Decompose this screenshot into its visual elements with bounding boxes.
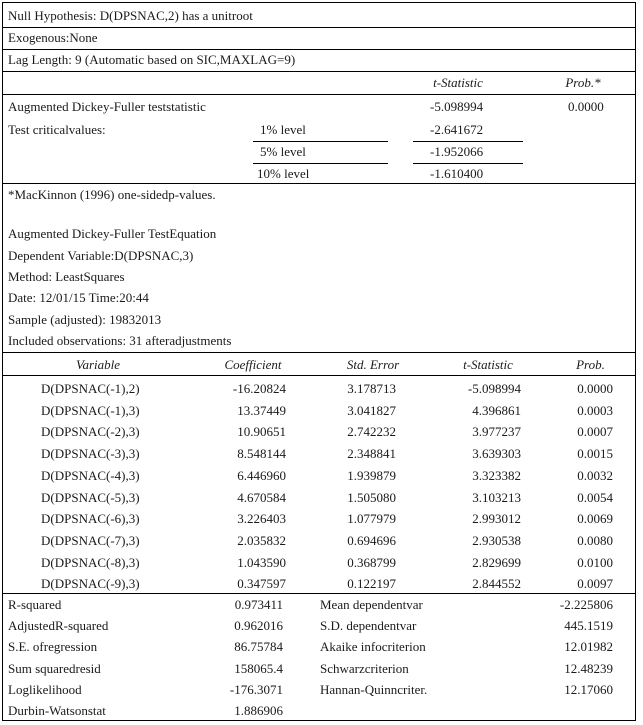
divider	[3, 183, 635, 184]
cell-var: D(DPSNAC(-1),3)	[41, 402, 140, 418]
cell-prob: 0.0007	[577, 424, 613, 440]
stat-value: -2.225806	[559, 597, 613, 612]
cell-tstat: 2.844552	[472, 576, 521, 592]
cell-prob: 0.0000	[577, 381, 613, 396]
cell-var: D(DPSNAC(-9),3)	[41, 576, 140, 592]
cell-tstat: 3.103213	[472, 489, 521, 505]
sample: Sample (adjusted): 19832013	[8, 312, 162, 327]
cell-var: D(DPSNAC(-3),3)	[41, 446, 140, 462]
cell-stderr: 2.348841	[347, 446, 396, 462]
crit-level-2: 5% level	[260, 144, 306, 159]
stat-label: Hannan-Quinncriter.	[320, 681, 428, 697]
stat-value: 445.1519	[564, 618, 613, 634]
cell-coef: 4.670584	[237, 489, 286, 505]
cell-tstat: 2.829699	[472, 554, 521, 570]
stat-value: 12.17060	[564, 681, 613, 697]
crit-level-1: 1% level	[260, 122, 306, 137]
eviews-output-table	[2, 2, 636, 721]
cell-stderr: 2.742232	[347, 424, 396, 440]
divider	[3, 49, 635, 50]
cell-prob: 0.0069	[577, 511, 613, 527]
divider	[253, 163, 388, 164]
stat-label: AdjustedR-squared	[8, 618, 109, 634]
divider	[3, 27, 635, 28]
divider	[3, 94, 635, 95]
cell-stderr: 0.694696	[347, 532, 396, 548]
cell-coef: 2.035832	[237, 532, 286, 548]
lag-length: Lag Length: 9 (Automatic based on SIC,MAXLAG=9)	[8, 52, 296, 67]
stat-label: S.E. ofregression	[8, 639, 98, 655]
stat-value: 12.48239	[564, 660, 613, 676]
method: Method: LeastSquares	[8, 269, 125, 284]
cell-stderr: 1.939879	[347, 467, 396, 483]
divider	[413, 141, 523, 142]
date-time: Date: 12/01/15 Time:20:44	[8, 290, 149, 305]
null-hypothesis: Null Hypothesis: D(DPSNAC,2) has a unitroot	[8, 8, 253, 23]
stat-value: 12.01982	[564, 639, 613, 655]
cell-tstat: 2.930538	[472, 532, 521, 548]
cell-coef: 1.043590	[237, 554, 286, 570]
cell-var: D(DPSNAC(-1),2)	[41, 381, 140, 396]
adf-prob: 0.0000	[568, 99, 604, 114]
stat-value: 0.973411	[234, 597, 283, 612]
stat-value: 86.75784	[234, 639, 283, 655]
crit-value-3: -1.610400	[430, 166, 484, 181]
cell-stderr: 1.505080	[347, 489, 396, 505]
cell-tstat: 3.977237	[472, 424, 521, 440]
cell-var: D(DPSNAC(-5),3)	[41, 489, 140, 505]
cell-coef: 0.347597	[237, 576, 286, 592]
divider	[3, 593, 635, 594]
adf-label: Augmented Dickey-Fuller teststatistic	[8, 99, 206, 114]
stat-label: Schwarzcriterion	[320, 660, 409, 676]
divider	[3, 375, 635, 376]
equation-title: Augmented Dickey-Fuller TestEquation	[8, 226, 217, 241]
divider	[413, 163, 523, 164]
col-variable-header: Variable	[75, 357, 121, 372]
divider	[3, 352, 635, 353]
col-tstat-header: t-Statistic	[433, 75, 483, 90]
cell-tstat: -5.098994	[467, 381, 521, 396]
cell-stderr: 0.122197	[347, 576, 396, 592]
cell-prob: 0.0097	[577, 576, 613, 592]
cell-var: D(DPSNAC(-7),3)	[41, 532, 140, 548]
cell-prob: 0.0003	[577, 402, 613, 418]
cell-tstat: 3.323382	[472, 467, 521, 483]
cell-stderr: 3.041827	[347, 402, 396, 418]
adf-tstat: -5.098994	[430, 99, 484, 114]
cell-var: D(DPSNAC(-4),3)	[41, 467, 140, 483]
col-tstatistic-header: t-Statistic	[463, 357, 513, 372]
cell-coef: 8.548144	[237, 446, 286, 462]
footnote: *MacKinnon (1996) one-sidedp-values.	[8, 187, 216, 202]
crit-value-1: -2.641672	[430, 122, 484, 137]
exogenous: Exogenous:None	[8, 30, 98, 45]
stat-label: Loglikelihood	[8, 681, 82, 697]
crit-value-2: -1.952066	[430, 144, 484, 159]
col-coefficient-header: Coefficient	[224, 357, 282, 372]
cell-tstat: 4.396861	[472, 402, 521, 418]
cell-var: D(DPSNAC(-2),3)	[41, 424, 140, 440]
cell-prob: 0.0032	[577, 467, 613, 483]
col-stderror-header: Std. Error	[346, 357, 400, 372]
cell-coef: 3.226403	[237, 511, 286, 527]
stat-label: Sum squaredresid	[8, 660, 101, 676]
stat-value: 1.886906	[234, 703, 283, 718]
cell-coef: -16.20824	[232, 381, 286, 396]
stat-label: Durbin-Watsonstat	[8, 703, 106, 718]
cell-stderr: 3.178713	[347, 381, 396, 396]
cell-prob: 0.0054	[577, 489, 613, 505]
dependent-variable: Dependent Variable:D(DPSNAC,3)	[8, 248, 194, 263]
cell-tstat: 2.993012	[472, 511, 521, 527]
cell-prob: 0.0080	[577, 532, 613, 548]
crit-level-3: 10% level	[257, 166, 310, 181]
stat-label: Akaike infocriterion	[320, 639, 426, 655]
observations: Included observations: 31 afteradjustments	[8, 333, 232, 348]
cell-prob: 0.0100	[577, 554, 613, 570]
cell-tstat: 3.639303	[472, 446, 521, 462]
cell-stderr: 0.368799	[347, 554, 396, 570]
crit-label: Test criticalvalues:	[8, 122, 106, 137]
stat-value: -176.3071	[229, 681, 283, 697]
cell-coef: 13.37449	[237, 402, 286, 418]
stat-label: Mean dependentvar	[320, 597, 423, 612]
divider	[253, 141, 388, 142]
col-prob-header: Prob.*	[565, 75, 601, 90]
stat-label: R-squared	[8, 597, 62, 612]
cell-coef: 10.90651	[237, 424, 286, 440]
stat-label: S.D. dependentvar	[320, 618, 417, 634]
stat-value: 0.962016	[234, 618, 283, 634]
cell-var: D(DPSNAC(-8),3)	[41, 554, 140, 570]
divider	[3, 71, 635, 72]
cell-coef: 6.446960	[237, 467, 286, 483]
stat-value: 158065.4	[234, 660, 283, 676]
col-prob-header: Prob.	[576, 357, 605, 372]
cell-var: D(DPSNAC(-6),3)	[41, 511, 140, 527]
cell-prob: 0.0015	[577, 446, 613, 462]
cell-stderr: 1.077979	[347, 511, 396, 527]
